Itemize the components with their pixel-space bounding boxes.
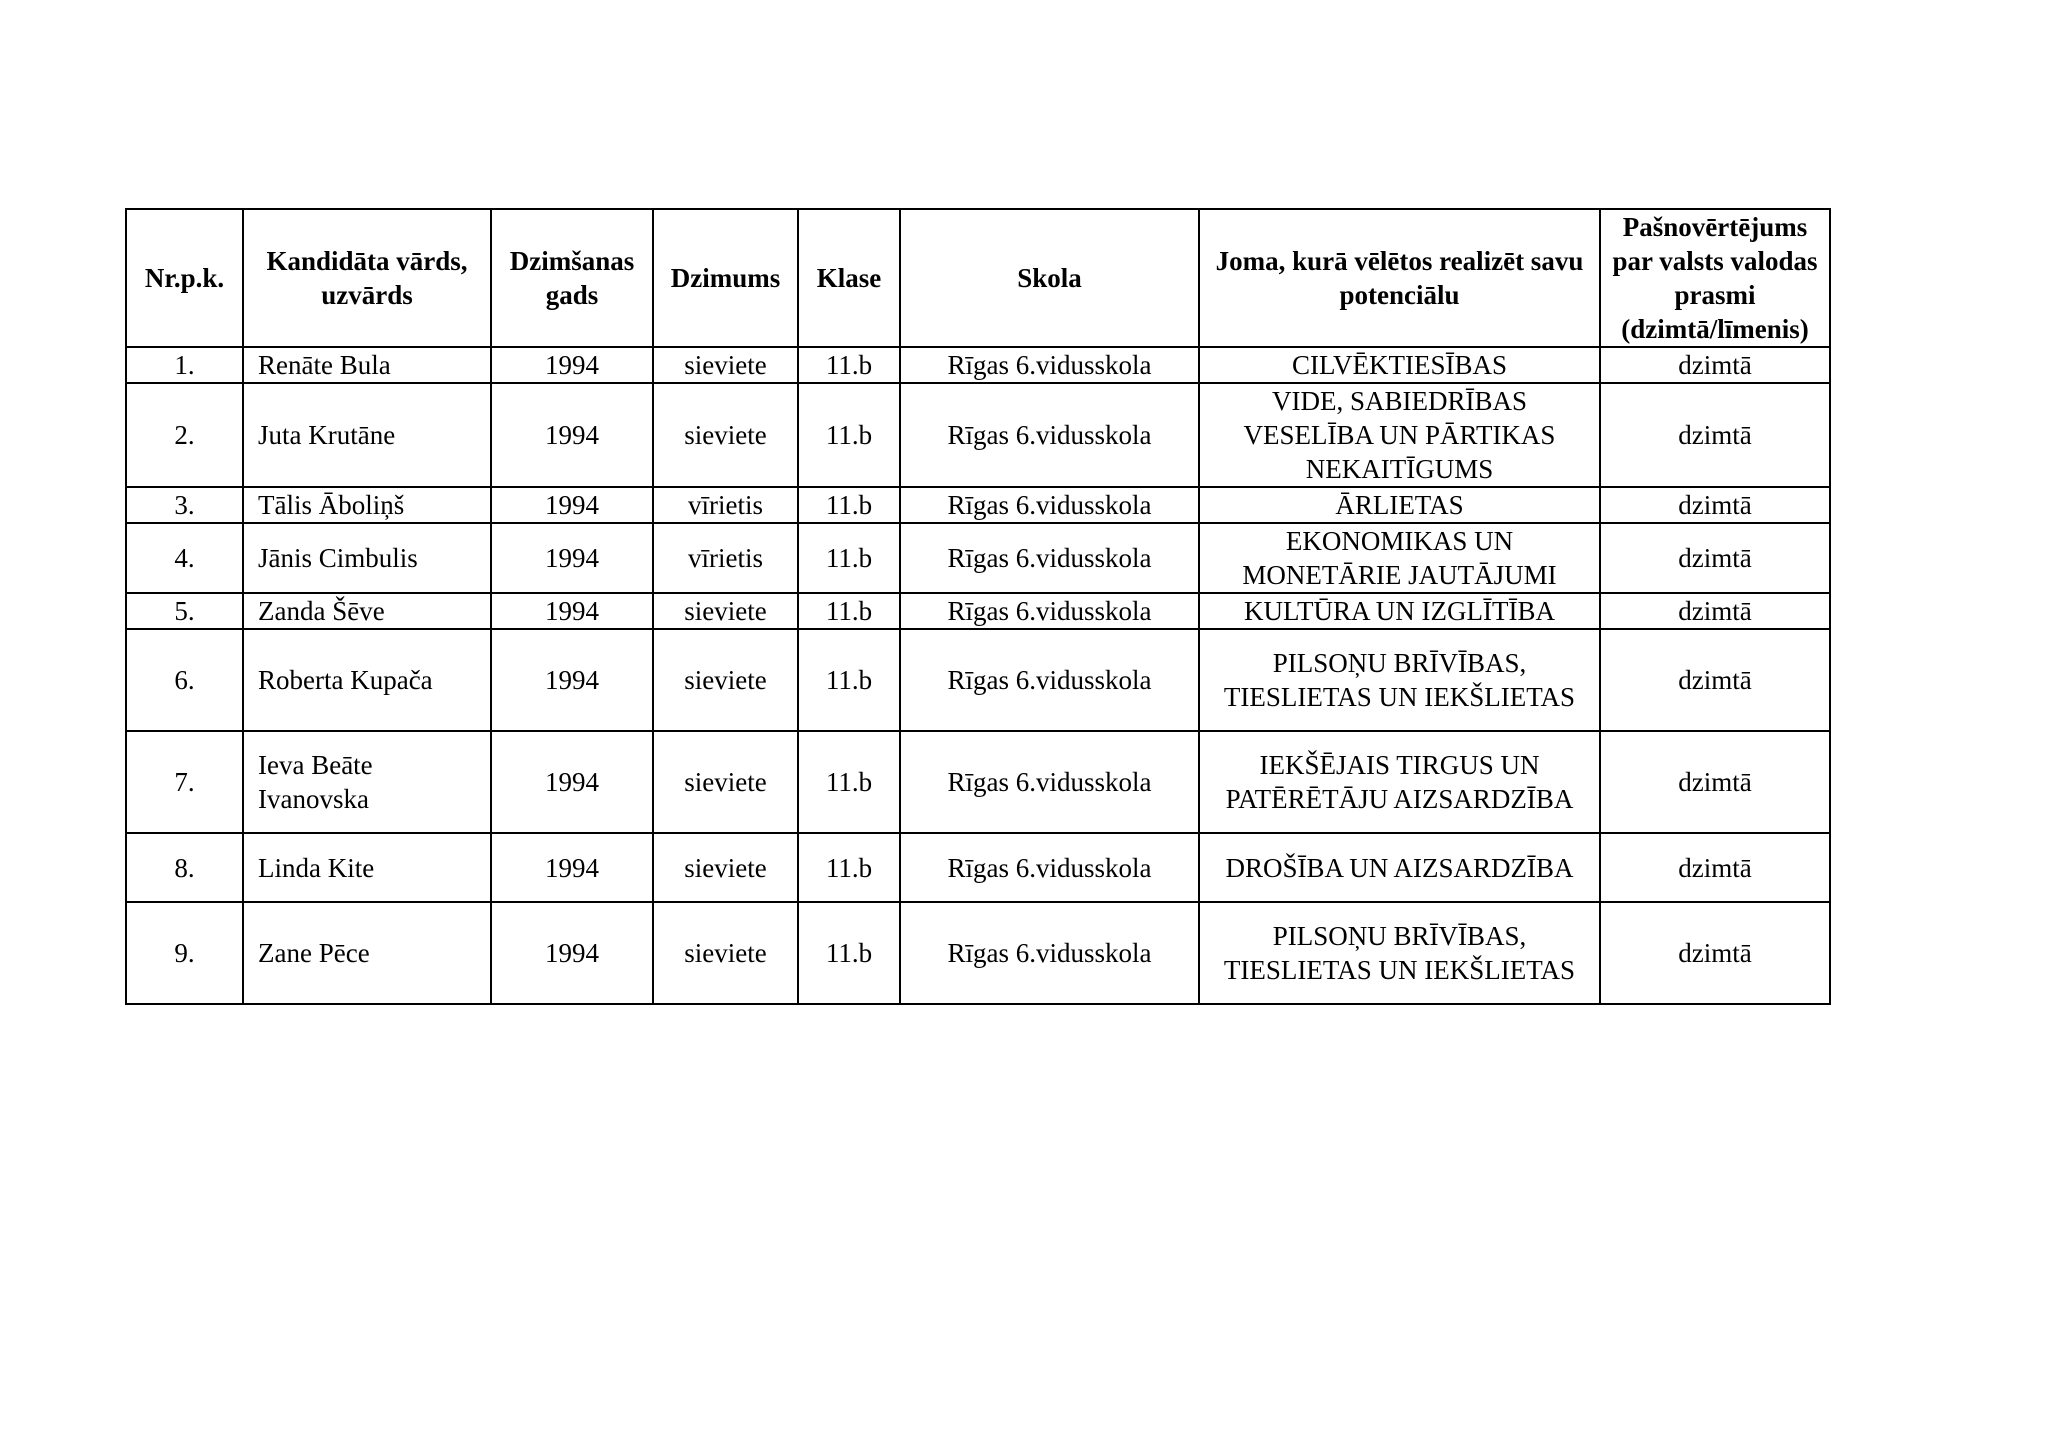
cell-nr: 1. (126, 347, 243, 383)
cell-nr: 4. (126, 523, 243, 593)
table-row (126, 487, 1830, 523)
header-language: Pašnovērtējums par valsts valodas prasmi (dzimtā/līmenis) (1600, 209, 1830, 347)
cell-nr: 8. (126, 833, 243, 902)
table-row (126, 629, 1830, 731)
cell-language: dzimtā (1600, 523, 1830, 593)
cell-gender: sieviete (653, 629, 798, 731)
cell-class: 11.b (798, 593, 900, 629)
table-header-row (126, 209, 1830, 347)
cell-field: KULTŪRA UN IZGLĪTĪBA (1199, 593, 1600, 629)
table-row (126, 902, 1830, 1004)
cell-language: dzimtā (1600, 383, 1830, 487)
cell-class: 11.b (798, 731, 900, 833)
cell-gender: vīrietis (653, 487, 798, 523)
cell-school: Rīgas 6.vidusskola (900, 902, 1199, 1004)
cell-name: Zanda Šēve (243, 593, 491, 629)
cell-school: Rīgas 6.vidusskola (900, 629, 1199, 731)
cell-name: Roberta Kupača (243, 629, 491, 731)
cell-class: 11.b (798, 347, 900, 383)
cell-language: dzimtā (1600, 487, 1830, 523)
cell-gender: sieviete (653, 593, 798, 629)
cell-birth-year: 1994 (491, 593, 653, 629)
cell-class: 11.b (798, 487, 900, 523)
cell-field: PILSOŅU BRĪVĪBAS, TIESLIETAS UN IEKŠLIETAS (1199, 902, 1600, 1004)
cell-nr: 6. (126, 629, 243, 731)
cell-class: 11.b (798, 833, 900, 902)
cell-school: Rīgas 6.vidusskola (900, 523, 1199, 593)
cell-school: Rīgas 6.vidusskola (900, 731, 1199, 833)
cell-field: CILVĒKTIESĪBAS (1199, 347, 1600, 383)
table-row (126, 593, 1830, 629)
cell-gender: sieviete (653, 833, 798, 902)
cell-nr: 3. (126, 487, 243, 523)
cell-birth-year: 1994 (491, 383, 653, 487)
cell-language: dzimtā (1600, 833, 1830, 902)
cell-name: Juta Krutāne (243, 383, 491, 487)
cell-language: dzimtā (1600, 902, 1830, 1004)
cell-name: Renāte Bula (243, 347, 491, 383)
cell-birth-year: 1994 (491, 487, 653, 523)
cell-field: PILSOŅU BRĪVĪBAS, TIESLIETAS UN IEKŠLIETAS (1199, 629, 1600, 731)
header-school: Skola (900, 209, 1199, 347)
cell-gender: sieviete (653, 383, 798, 487)
cell-name: Tālis Āboliņš (243, 487, 491, 523)
cell-language: dzimtā (1600, 593, 1830, 629)
header-field: Joma, kurā vēlētos realizēt savu potenciālu (1199, 209, 1600, 347)
cell-gender: vīrietis (653, 523, 798, 593)
cell-name: Jānis Cimbulis (243, 523, 491, 593)
cell-school: Rīgas 6.vidusskola (900, 347, 1199, 383)
cell-school: Rīgas 6.vidusskola (900, 833, 1199, 902)
cell-gender: sieviete (653, 347, 798, 383)
cell-birth-year: 1994 (491, 731, 653, 833)
table-row (126, 833, 1830, 902)
cell-birth-year: 1994 (491, 629, 653, 731)
table-row (126, 347, 1830, 383)
candidates-table (125, 208, 1831, 1005)
cell-field: VIDE, SABIEDRĪBAS VESELĪBA UN PĀRTIKAS NEKAITĪGUMS (1199, 383, 1600, 487)
cell-birth-year: 1994 (491, 833, 653, 902)
cell-name: Zane Pēce (243, 902, 491, 1004)
table-row (126, 383, 1830, 487)
cell-nr: 7. (126, 731, 243, 833)
header-birth-year: Dzimšanas gads (491, 209, 653, 347)
cell-field: DROŠĪBA UN AIZSARDZĪBA (1199, 833, 1600, 902)
cell-nr: 2. (126, 383, 243, 487)
cell-school: Rīgas 6.vidusskola (900, 487, 1199, 523)
cell-birth-year: 1994 (491, 523, 653, 593)
cell-school: Rīgas 6.vidusskola (900, 383, 1199, 487)
cell-class: 11.b (798, 383, 900, 487)
cell-name: Ieva Beāte Ivanovska (243, 731, 491, 833)
cell-class: 11.b (798, 629, 900, 731)
cell-field: ĀRLIETAS (1199, 487, 1600, 523)
cell-birth-year: 1994 (491, 347, 653, 383)
table-row (126, 731, 1830, 833)
cell-name: Linda Kite (243, 833, 491, 902)
cell-language: dzimtā (1600, 347, 1830, 383)
cell-language: dzimtā (1600, 731, 1830, 833)
header-class: Klase (798, 209, 900, 347)
table-row (126, 523, 1830, 593)
header-gender: Dzimums (653, 209, 798, 347)
cell-gender: sieviete (653, 902, 798, 1004)
cell-field: EKONOMIKAS UN MONETĀRIE JAUTĀJUMI (1199, 523, 1600, 593)
cell-school: Rīgas 6.vidusskola (900, 593, 1199, 629)
cell-gender: sieviete (653, 731, 798, 833)
cell-language: dzimtā (1600, 629, 1830, 731)
header-nr: Nr.p.k. (126, 209, 243, 347)
header-name: Kandidāta vārds, uzvārds (243, 209, 491, 347)
cell-class: 11.b (798, 902, 900, 1004)
cell-nr: 9. (126, 902, 243, 1004)
cell-nr: 5. (126, 593, 243, 629)
cell-field: IEKŠĒJAIS TIRGUS UN PATĒRĒTĀJU AIZSARDZĪBA (1199, 731, 1600, 833)
cell-birth-year: 1994 (491, 902, 653, 1004)
cell-class: 11.b (798, 523, 900, 593)
